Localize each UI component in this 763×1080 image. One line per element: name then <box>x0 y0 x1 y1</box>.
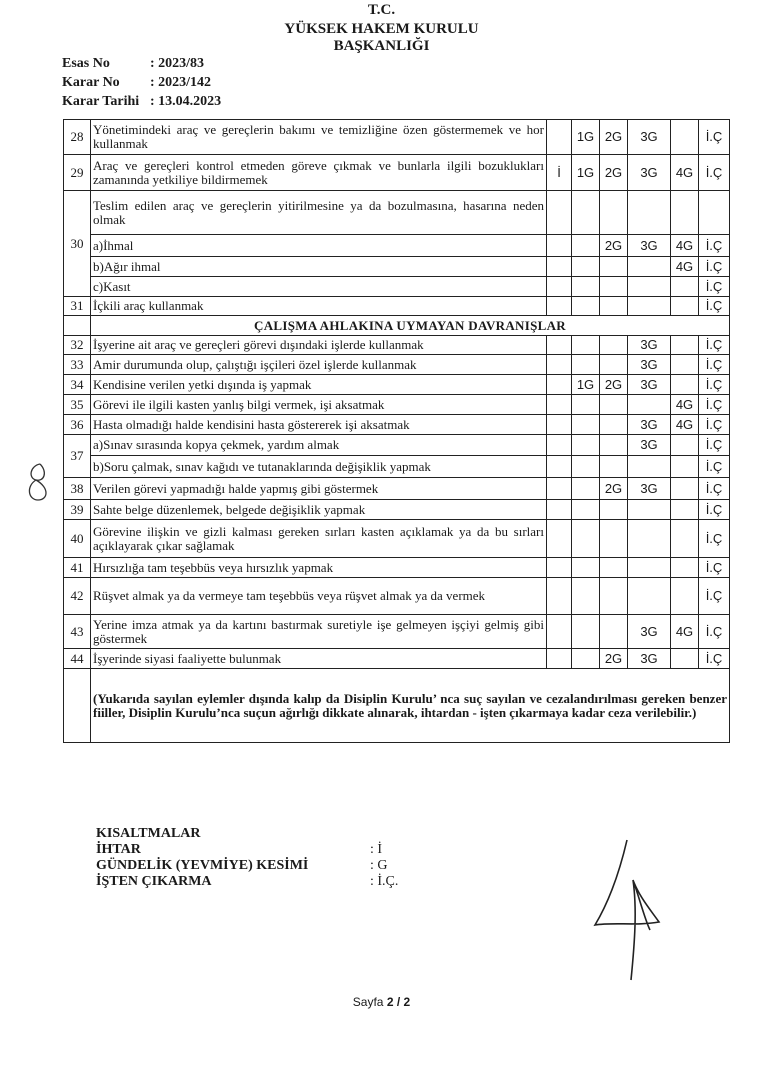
meta-value: : 2023/142 <box>150 75 212 90</box>
note-spacer <box>64 669 91 743</box>
abbreviation-term: İHTAR <box>96 842 141 857</box>
meta-label: Esas No <box>62 56 110 71</box>
table-subrow <box>64 257 730 277</box>
penalty-cell-i <box>547 415 572 435</box>
penalty-cell-i <box>547 615 572 649</box>
row-description: Rüşvet almak ya da vermeye tam teşebbüs veya rüşvet almak ya da vermek <box>91 578 547 615</box>
penalty-cell-g1 <box>572 558 600 578</box>
table-row <box>64 615 730 649</box>
penalty-cell-g4 <box>671 456 699 478</box>
section-row <box>64 316 730 336</box>
penalty-cell-g1 <box>572 336 600 355</box>
dismissal-cell: İ.Ç <box>699 277 730 297</box>
penalty-cell-i <box>547 257 572 277</box>
table-subrow <box>64 435 730 456</box>
dismissal-cell: İ.Ç <box>699 235 730 257</box>
abbreviation-value: : İ <box>370 842 383 857</box>
dismissal-cell: İ.Ç <box>699 415 730 435</box>
penalty-cell-i <box>547 456 572 478</box>
row-description: İşyerine ait araç ve gereçleri görevi dışındaki işlerde kullanmak <box>91 336 547 355</box>
note-row <box>64 669 730 743</box>
penalty-cell-g4: 4G <box>671 415 699 435</box>
penalty-cell-g1: 1G <box>572 155 600 191</box>
penalty-cell-i: İ <box>547 155 572 191</box>
penalty-cell-g2 <box>600 355 628 375</box>
penalty-cell-g1: 1G <box>572 120 600 155</box>
penalty-cell-g3: 3G <box>628 615 671 649</box>
abbreviation-term: GÜNDELİK (YEVMİYE) KESİMİ <box>96 858 309 873</box>
penalty-cell-g1 <box>572 395 600 415</box>
table-row <box>64 478 730 500</box>
table-row <box>64 415 730 435</box>
dismissal-cell: İ.Ç <box>699 375 730 395</box>
abbreviation-term: İŞTEN ÇIKARMA <box>96 874 212 889</box>
penalty-cell-g3: 3G <box>628 649 671 669</box>
table-subrow <box>64 277 730 297</box>
penalty-cell-g1 <box>572 456 600 478</box>
row-number: 36 <box>64 415 91 435</box>
penalty-cell-g2 <box>600 500 628 520</box>
empty-cell <box>547 191 572 235</box>
table-row <box>64 336 730 355</box>
penalty-cell-i <box>547 235 572 257</box>
row-description: Görevine ilişkin ve gizli kalması gereken sırları kasten açıklamak ya da bu sırları açıklayarak çıkar sağlamak <box>91 520 547 558</box>
penalty-cell-g4 <box>671 649 699 669</box>
dismissal-cell: İ.Ç <box>699 649 730 669</box>
page-number <box>0 995 763 1009</box>
row-description: Araç ve gereçleri kontrol etmeden göreve çıkmak ve bunlarla ilgili bozuklukları zamanında yetkiliye bildirmemek <box>91 155 547 191</box>
penalty-cell-g3 <box>628 558 671 578</box>
header-institution: YÜKSEK HAKEM KURULU <box>284 21 479 37</box>
dismissal-cell: İ.Ç <box>699 615 730 649</box>
row-description: Verilen görevi yapmadığı halde yapmış gibi göstermek <box>91 478 547 500</box>
dismissal-cell: İ.Ç <box>699 500 730 520</box>
meta-value: : 13.04.2023 <box>150 94 222 109</box>
case-meta <box>60 53 223 112</box>
penalty-cell-g1 <box>572 277 600 297</box>
penalty-cell-g4 <box>671 375 699 395</box>
row-description: Yönetimindeki araç ve gereçlerin bakımı ve temizliğine özen göstermemek ve hor kullanmak <box>91 120 547 155</box>
penalty-cell-g1 <box>572 235 600 257</box>
penalty-cell-g1 <box>572 297 600 316</box>
penalty-cell-g3 <box>628 456 671 478</box>
penalty-cell-g3: 3G <box>628 235 671 257</box>
dismissal-cell: İ.Ç <box>699 520 730 558</box>
penalty-cell-g4: 4G <box>671 257 699 277</box>
row-description: Amir durumunda olup, çalıştığı işçileri özel işlerde kullanmak <box>91 355 547 375</box>
dismissal-cell: İ.Ç <box>699 435 730 456</box>
dismissal-cell: İ.Ç <box>699 558 730 578</box>
meta-label: Karar Tarihi <box>62 94 140 109</box>
table-row <box>64 120 730 155</box>
dismissal-cell: İ.Ç <box>699 478 730 500</box>
abbreviation-row <box>96 874 398 890</box>
penalty-cell-g3 <box>628 277 671 297</box>
row-description: a)Sınav sırasında kopya çekmek, yardım almak <box>91 435 547 456</box>
row-description: Teslim edilen araç ve gereçlerin yitirilmesine ya da bozulmasına, hasarına neden olmak <box>91 191 547 235</box>
discipline-table <box>63 119 730 743</box>
row-number: 35 <box>64 395 91 415</box>
row-description: Hırsızlığa tam teşebbüs veya hırsızlık yapmak <box>91 558 547 578</box>
row-number: 42 <box>64 578 91 615</box>
table-row <box>64 191 730 235</box>
row-description: Hasta olmadığı halde kendisini hasta göstererek işi aksatmak <box>91 415 547 435</box>
penalty-cell-g3: 3G <box>628 375 671 395</box>
penalty-cell-i <box>547 558 572 578</box>
penalty-cell-g1: 1G <box>572 375 600 395</box>
penalty-cell-g2: 2G <box>600 235 628 257</box>
penalty-cell-g3 <box>628 520 671 558</box>
penalty-cell-g1 <box>572 649 600 669</box>
penalty-cell-i <box>547 277 572 297</box>
penalty-cell-i <box>547 500 572 520</box>
empty-cell <box>600 191 628 235</box>
table-subrow <box>64 235 730 257</box>
row-number: 28 <box>64 120 91 155</box>
penalty-cell-g4 <box>671 120 699 155</box>
row-number: 41 <box>64 558 91 578</box>
dismissal-cell: İ.Ç <box>699 336 730 355</box>
penalty-cell-g2 <box>600 578 628 615</box>
penalty-cell-i <box>547 355 572 375</box>
penalty-cell-g4 <box>671 336 699 355</box>
penalty-cell-g3: 3G <box>628 336 671 355</box>
penalty-cell-i <box>547 120 572 155</box>
abbreviation-value: : G <box>370 858 388 873</box>
meta-label: Karar No <box>62 75 120 90</box>
penalty-cell-g2: 2G <box>600 375 628 395</box>
penalty-cell-g1 <box>572 355 600 375</box>
section-title: ÇALIŞMA AHLAKINA UYMAYAN DAVRANIŞLAR <box>91 316 730 336</box>
penalty-cell-g2 <box>600 456 628 478</box>
penalty-cell-g2 <box>600 395 628 415</box>
penalty-cell-g3: 3G <box>628 355 671 375</box>
row-number: 32 <box>64 336 91 355</box>
abbreviations <box>96 826 398 890</box>
penalty-cell-i <box>547 649 572 669</box>
dismissal-cell: İ.Ç <box>699 257 730 277</box>
row-number: 44 <box>64 649 91 669</box>
penalty-cell-g3 <box>628 500 671 520</box>
row-description: Sahte belge düzenlemek, belgede değişiklik yapmak <box>91 500 547 520</box>
row-description: İşyerinde siyasi faaliyette bulunmak <box>91 649 547 669</box>
penalty-cell-g2 <box>600 558 628 578</box>
row-number: 34 <box>64 375 91 395</box>
penalty-cell-g2: 2G <box>600 649 628 669</box>
penalty-cell-g4: 4G <box>671 615 699 649</box>
table-row <box>64 375 730 395</box>
table-row <box>64 649 730 669</box>
penalty-cell-g1 <box>572 520 600 558</box>
penalty-cell-i <box>547 435 572 456</box>
penalty-cell-g3 <box>628 257 671 277</box>
row-number: 29 <box>64 155 91 191</box>
penalty-cell-g2 <box>600 615 628 649</box>
row-number: 31 <box>64 297 91 316</box>
penalty-cell-g2 <box>600 277 628 297</box>
empty-cell <box>671 191 699 235</box>
header-line-tc: T.C. <box>367 2 396 18</box>
penalty-cell-g4 <box>671 297 699 316</box>
penalty-cell-i <box>547 395 572 415</box>
abbreviation-value: : İ.Ç. <box>370 874 399 889</box>
penalty-cell-g4 <box>671 500 699 520</box>
penalty-cell-g1 <box>572 435 600 456</box>
abbreviations-list <box>96 842 398 890</box>
row-number: 30 <box>64 191 91 297</box>
meta-value: : 2023/83 <box>150 56 205 71</box>
row-description: c)Kasıt <box>91 277 547 297</box>
dismissal-cell: İ.Ç <box>699 355 730 375</box>
penalty-cell-g2: 2G <box>600 478 628 500</box>
penalty-cell-g1 <box>572 615 600 649</box>
signature-icon <box>575 830 685 990</box>
penalty-cell-i <box>547 375 572 395</box>
page-label: Sayfa <box>352 995 384 1009</box>
penalty-cell-g3: 3G <box>628 415 671 435</box>
table-row <box>64 500 730 520</box>
abbreviations-title: KISALTMALAR <box>96 826 201 841</box>
table-row <box>64 520 730 558</box>
row-description: Yerine imza atmak ya da kartını bastırmak suretiyle işe gelmeyen işçiyi gelmiş gibi göstermek <box>91 615 547 649</box>
penalty-cell-i <box>547 336 572 355</box>
row-number: 37 <box>64 435 91 478</box>
penalty-cell-g3: 3G <box>628 120 671 155</box>
table-note: (Yukarıda sayılan eylemler dışında kalıp da Disiplin Kurulu’ nca suç sayılan ve cezalandırılması gereken benzer fiiller, Disiplin Kurulu’nca suçun ağırlığı dikkate alınarak, ihtardan - işten çıkarmaya kadar ceza verilebilir.) <box>91 669 730 743</box>
penalty-cell-g3: 3G <box>628 155 671 191</box>
table-row <box>64 155 730 191</box>
penalty-cell-g4 <box>671 478 699 500</box>
penalty-cell-g3: 3G <box>628 435 671 456</box>
row-description: b)Ağır ihmal <box>91 257 547 277</box>
penalty-cell-i <box>547 478 572 500</box>
meta-row <box>62 55 221 72</box>
penalty-cell-g3 <box>628 578 671 615</box>
table-row <box>64 355 730 375</box>
penalty-cell-g4 <box>671 578 699 615</box>
page-value: 2 / 2 <box>386 995 411 1009</box>
penalty-cell-g1 <box>572 578 600 615</box>
row-description: İçkili araç kullanmak <box>91 297 547 316</box>
row-description: b)Soru çalmak, sınav kağıdı ve tutanaklarında değişiklik yapmak <box>91 456 547 478</box>
empty-cell <box>699 191 730 235</box>
penalty-cell-g4 <box>671 355 699 375</box>
header-department: BAŞKANLIĞI <box>333 38 430 54</box>
empty-cell <box>628 191 671 235</box>
table-row <box>64 395 730 415</box>
penalty-cell-g1 <box>572 415 600 435</box>
row-number: 40 <box>64 520 91 558</box>
table-row <box>64 558 730 578</box>
dismissal-cell: İ.Ç <box>699 395 730 415</box>
penalty-cell-g4 <box>671 558 699 578</box>
row-description: Görevi ile ilgili kasten yanlış bilgi vermek, işi aksatmak <box>91 395 547 415</box>
dismissal-cell: İ.Ç <box>699 578 730 615</box>
penalty-cell-i <box>547 578 572 615</box>
dismissal-cell: İ.Ç <box>699 456 730 478</box>
row-number: 38 <box>64 478 91 500</box>
penalty-cell-g4 <box>671 277 699 297</box>
row-number: 39 <box>64 500 91 520</box>
penalty-cell-g2 <box>600 257 628 277</box>
penalty-cell-g4 <box>671 520 699 558</box>
penalty-cell-g1 <box>572 478 600 500</box>
penalty-cell-g1 <box>572 257 600 277</box>
penalty-cell-i <box>547 297 572 316</box>
penalty-cell-g1 <box>572 500 600 520</box>
dismissal-cell: İ.Ç <box>699 297 730 316</box>
penalty-cell-g4: 4G <box>671 395 699 415</box>
penalty-cell-g2: 2G <box>600 155 628 191</box>
penalty-cell-g2 <box>600 435 628 456</box>
dismissal-cell: İ.Ç <box>699 155 730 191</box>
penalty-cell-i <box>547 520 572 558</box>
empty-cell <box>572 191 600 235</box>
row-description: a)İhmal <box>91 235 547 257</box>
penalty-cell-g2 <box>600 415 628 435</box>
table-subrow <box>64 456 730 478</box>
abbreviation-row <box>96 858 398 874</box>
table-row <box>64 578 730 615</box>
penalty-cell-g4: 4G <box>671 235 699 257</box>
row-description: Kendisine verilen yetki dışında iş yapmak <box>91 375 547 395</box>
penalty-cell-g3: 3G <box>628 478 671 500</box>
section-spacer <box>64 316 91 336</box>
meta-row <box>62 74 221 91</box>
penalty-cell-g2: 2G <box>600 120 628 155</box>
handwritten-mark-icon <box>22 460 54 504</box>
abbreviation-row <box>96 842 398 858</box>
penalty-cell-g2 <box>600 336 628 355</box>
penalty-cell-g3 <box>628 297 671 316</box>
dismissal-cell: İ.Ç <box>699 120 730 155</box>
row-number: 33 <box>64 355 91 375</box>
penalty-cell-g3 <box>628 395 671 415</box>
penalty-cell-g2 <box>600 520 628 558</box>
meta-row <box>62 93 221 110</box>
penalty-cell-g4 <box>671 435 699 456</box>
table-row <box>64 297 730 316</box>
penalty-cell-g2 <box>600 297 628 316</box>
penalty-cell-g4: 4G <box>671 155 699 191</box>
row-number: 43 <box>64 615 91 649</box>
